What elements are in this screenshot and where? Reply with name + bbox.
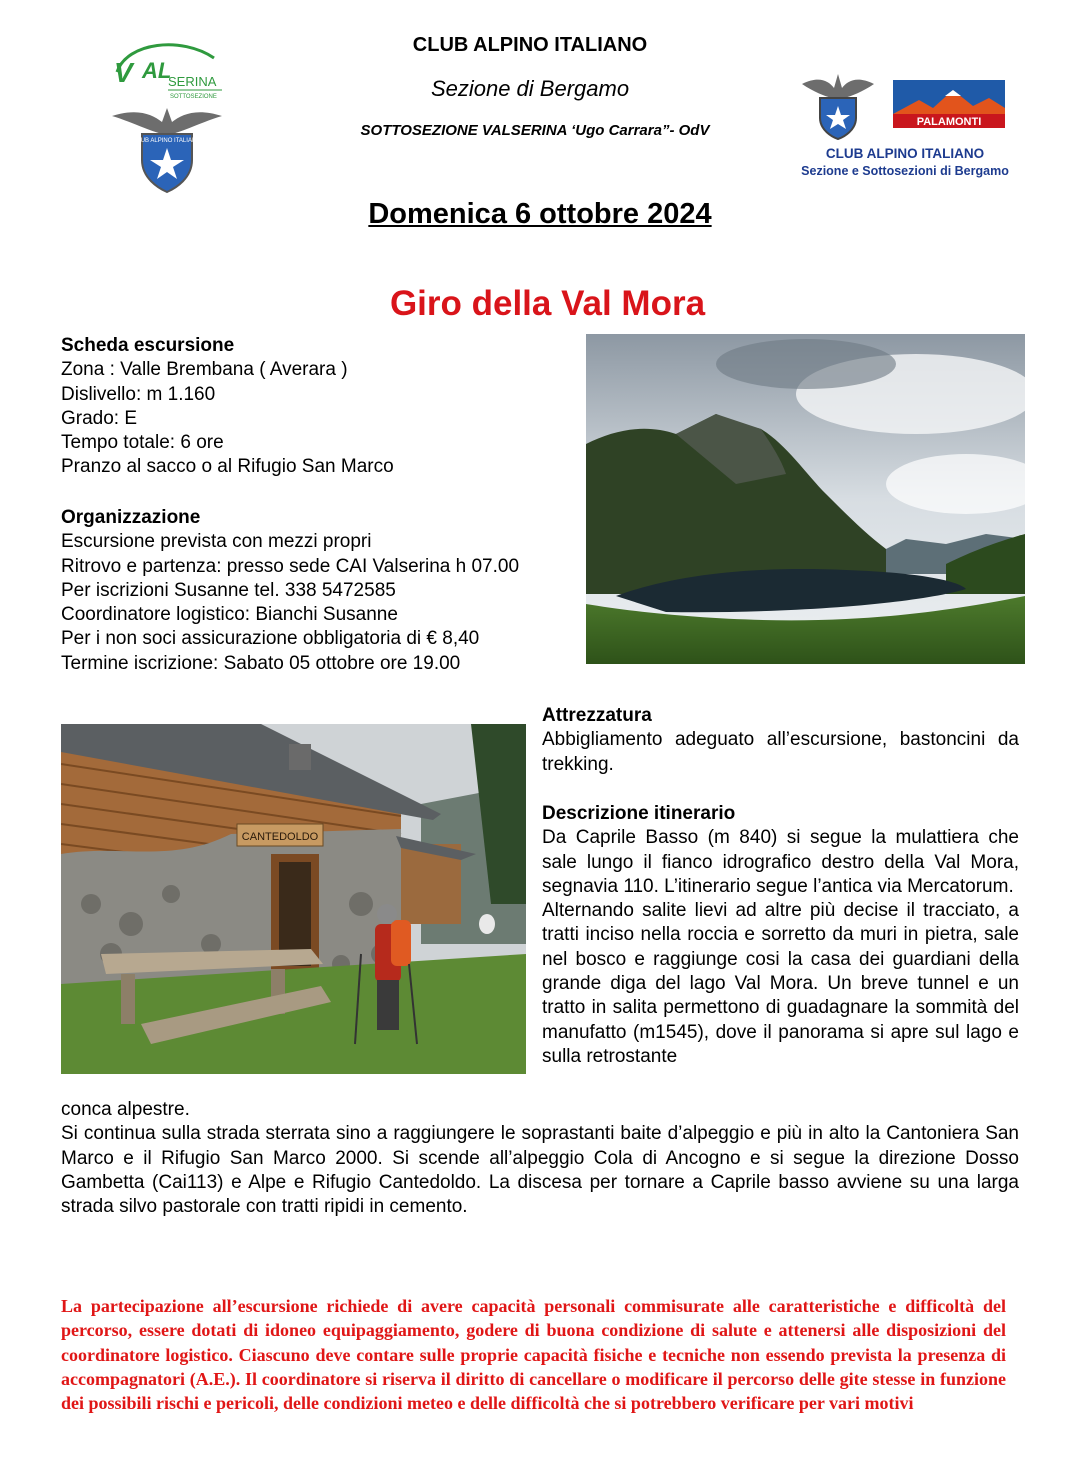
right-caption-sections: Sezione e Sottosezioni di Bergamo — [801, 164, 1009, 178]
scheda-heading: Scheda escursione — [61, 335, 235, 356]
org-line-ritrovo: Ritrovo e partenza: presso sede CAI Valserina h 07.00 — [61, 555, 520, 577]
scheda-line-dislivello: Dislivello: m 1.160 — [61, 383, 216, 405]
descrizione-paragraph-2: Alternando salite lievi ad altre più decise il tracciato, a tratti inciso nella roccia e sorretto da muri in pietra, sale nel bosco e raggiunge cosi la casa dei guardiani della grande diga del lago Val Mora. Un breve tunnel e un tratto in salita permettono di guadagnare la sommità del manufatto (m1545), dove il panorama si apre sul lago e sulla retrostante — [542, 900, 1019, 1067]
scheda-line-pranzo: Pranzo al sacco o al Rifugio San Marco — [61, 456, 394, 478]
valserina-wordmark-v: V — [114, 57, 133, 88]
organizzazione-section — [61, 506, 519, 676]
descrizione-paragraph-2-end: conca alpestre. — [61, 1099, 190, 1120]
attrezzatura-section — [542, 704, 1019, 777]
valserina-wordmark-al: AL — [142, 58, 172, 83]
lake-photo — [586, 334, 1025, 664]
org-line-iscrizioni: Per iscrizioni Susanne tel. 338 5472585 — [61, 579, 396, 601]
cai-badge-text: CLUB ALPINO ITALIANO — [133, 138, 201, 144]
event-title: Giro della Val Mora — [389, 284, 706, 323]
descrizione-paragraph-1: Da Caprile Basso (m 840) si segue la mulattiera che sale lungo il fianco idrografico destro della Val Mora, segnavia 110. L’itinerario segue l’antica via Mercatorum. — [542, 827, 1019, 897]
section-name: Sezione di Bergamo — [430, 76, 630, 101]
palamonti-logo — [893, 80, 1005, 128]
cai-eagle-logo — [800, 70, 876, 140]
descrizione-continuation — [61, 1098, 1019, 1219]
hut-sign: CANTEDOLDO — [241, 831, 319, 843]
org-line-termine: Termine iscrizione: Sabato 05 ottobre ore 19.00 — [61, 652, 461, 674]
descrizione-heading: Descrizione itinerario — [542, 803, 736, 824]
valserina-wordmark-serina: SERINA — [168, 74, 217, 89]
hut-photo — [61, 724, 526, 1074]
descrizione-paragraph-3: Si continua sulla strada sterrata sino a raggiungere le soprastanti baite d’alpeggio e più in alto la Cantoniera San Marco e il Rifugio San Marco 2000. Si scende all’alpeggio Cola di Ancogno e si segue la direzione Dosso Gambetta (Cai113) e Alpe e Rifugio Cantedoldo. La discesa per tornare a Caprile basso avviene su una larga strada silvo pastorale con tratti ripidi in cemento. — [61, 1123, 1019, 1218]
disclaimer-text: La partecipazione all’escursione richiede di avere capacità personali commisurate alle caratteristiche e difficoltà del percorso, essere dotati di idoneo equipaggiamento, godere di buona condizione di salute e attenersi alle disposizioni del coordinatore logistico. Ciascuno deve contare sulle proprie capacità fisiche e tecniche non essendo prevista la presenza di accompagnatori (A.E.). Il coordinatore si riserva il diritto di cancellare o modificare il percorso delle gite stesse in funzione dei possibili rischi e pericoli, delle condizioni meteo e delle difficoltà che si potrebbero verificare per vari motivi — [61, 1296, 1006, 1414]
subsection-name: SOTTOSEZIONE VALSERINA ‘Ugo Carrara”- OdV — [360, 122, 710, 139]
attrezzatura-text: Abbigliamento adeguato all’escursione, bastoncini da trekking. — [542, 729, 1019, 775]
scheda-line-grado: Grado: E — [61, 407, 138, 429]
scheda-line-zona: Zona : Valle Brembana ( Averara ) — [61, 359, 348, 381]
scheda-section — [61, 334, 394, 480]
valserina-wordmark-sotto: SOTTOSEZIONE — [170, 94, 217, 100]
right-caption-club: CLUB ALPINO ITALIANO — [825, 146, 985, 161]
scheda-line-tempo: Tempo totale: 6 ore — [61, 432, 224, 454]
organizzazione-heading: Organizzazione — [61, 507, 201, 528]
org-line-mezzi: Escursione prevista con mezzi propri — [61, 531, 372, 553]
descrizione-section — [542, 802, 1019, 1069]
org-line-coordinatore: Coordinatore logistico: Bianchi Susanne — [61, 604, 398, 626]
org-line-assicurazione: Per i non soci assicurazione obbligatoria di € 8,40 — [61, 628, 480, 650]
club-name: CLUB ALPINO ITALIANO — [412, 34, 648, 56]
event-date: Domenica 6 ottobre 2024 — [368, 198, 712, 230]
palamonti-text: PALAMONTI — [916, 116, 982, 128]
attrezzatura-heading: Attrezzatura — [542, 705, 652, 726]
